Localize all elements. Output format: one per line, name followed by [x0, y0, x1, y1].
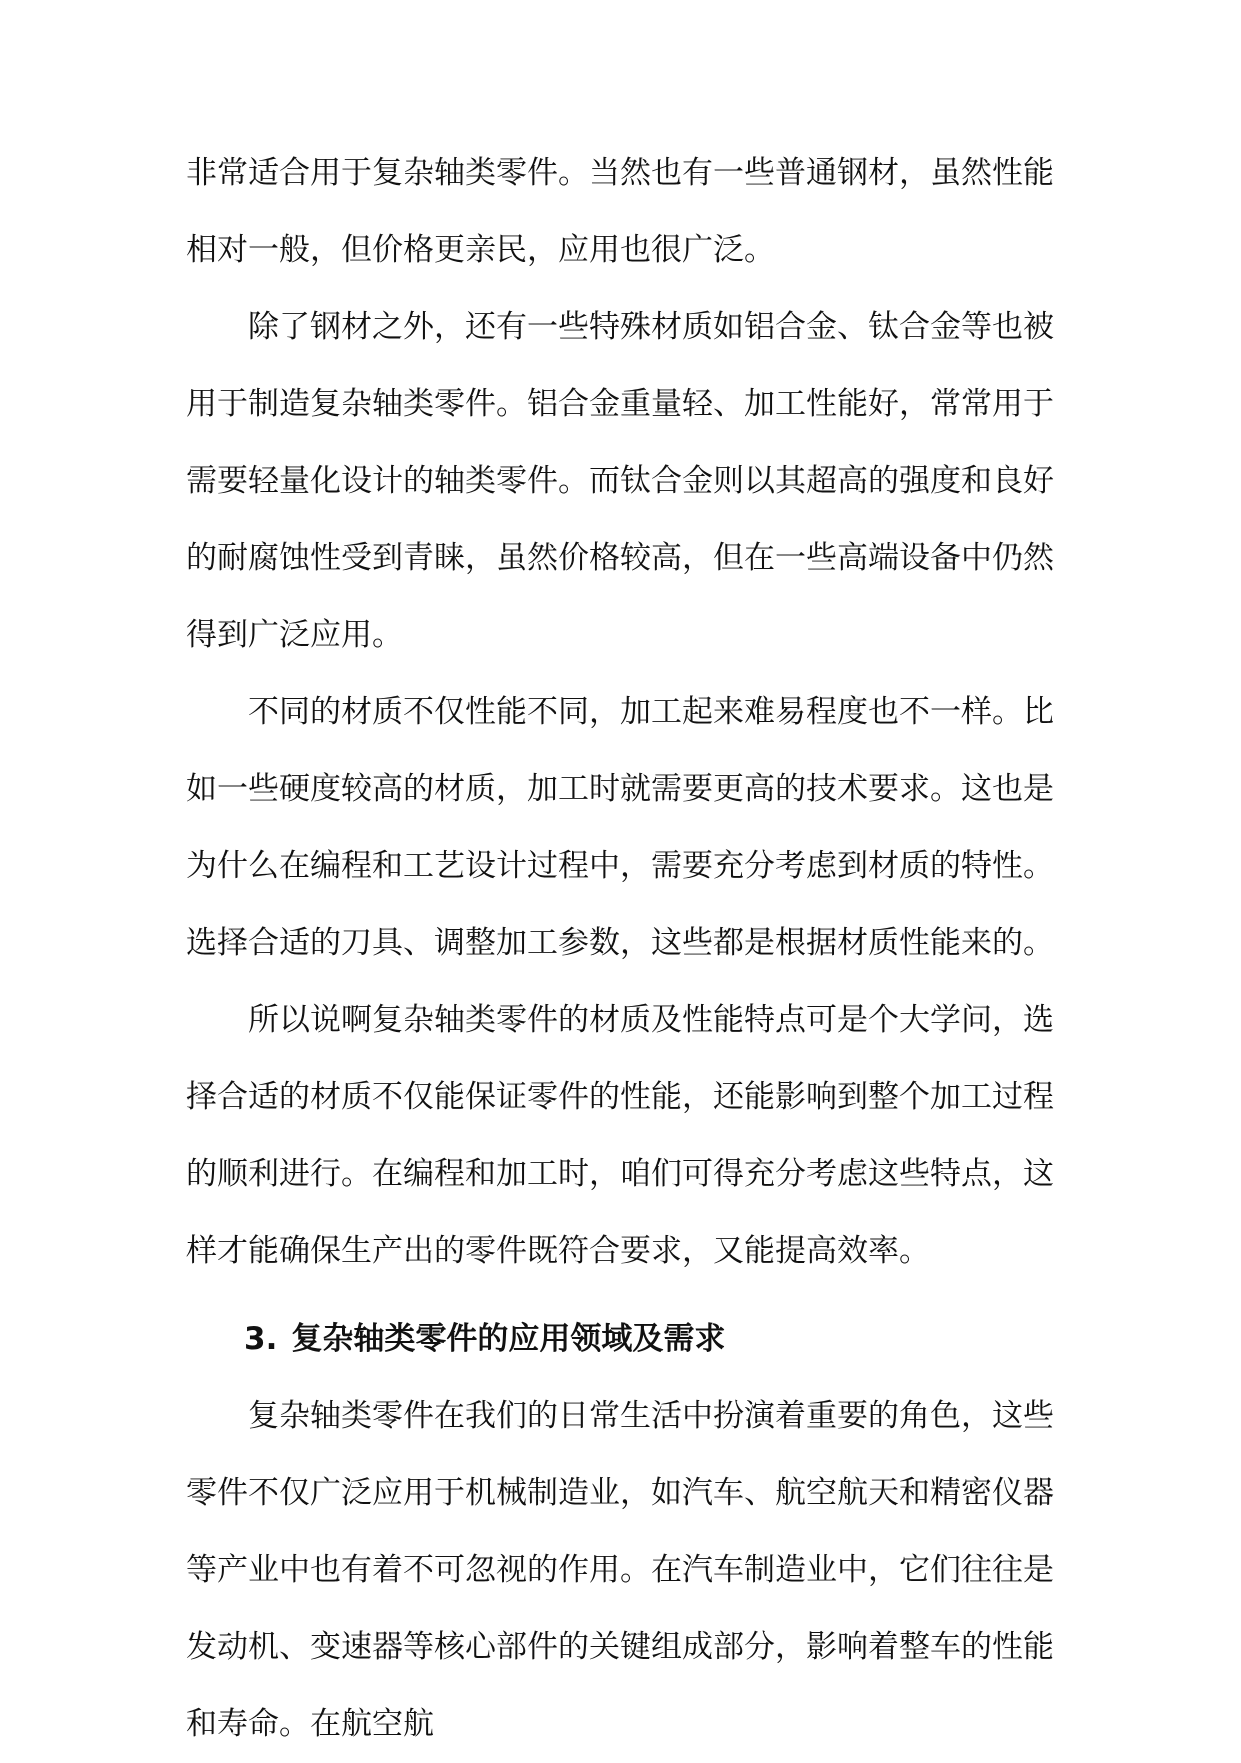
paragraph-machining-difficulty: 不同的材质不仅性能不同，加工起来难易程度也不一样。比如一些硬度较高的材质，加工时就需要更高的技术要求。这也是为什么在编程和工艺设计过程中，需要充分考虑到材质的特性。选择合适的刀具、调整加工参数，这些都是根据材质性能来的。: [186, 694, 1054, 961]
paragraph-material-summary: 所以说啊复杂轴类零件的材质及性能特点可是个大学问，选择合适的材质不仅能保证零件的性能，还能影响到整个加工过程的顺利进行。在编程和加工时，咱们可得充分考虑这些特点，这样才能确保生产出的零件既符合要求，又能提高效率。: [186, 1002, 1054, 1269]
section-number: 3.: [244, 1321, 278, 1357]
paragraph-application-fields: 复杂轴类零件在我们的日常生活中扮演着重要的角色，这些零件不仅广泛应用于机械制造业，如汽车、航空航天和精密仪器等产业中也有着不可忽视的作用。在汽车制造业中，它们往往是发动机、变速器等核心部件的关键组成部分，影响着整车的性能和寿命。在航空航: [186, 1398, 1054, 1742]
document-body: [186, 135, 1054, 1763]
section-heading: [186, 1301, 1054, 1378]
section-title: 复杂轴类零件的应用领域及需求: [291, 1321, 726, 1357]
paragraph-special-materials: 除了钢材之外，还有一些特殊材质如铝合金、钛合金等也被用于制造复杂轴类零件。铝合金重量轻、加工性能好，常常用于需要轻量化设计的轴类零件。而钛合金则以其超高的强度和良好的耐腐蚀性受到青睐，虽然价格较高，但在一些高端设备中仍然得到广泛应用。: [186, 309, 1054, 653]
paragraph-continuation: 非常适合用于复杂轴类零件。当然也有一些普通钢材，虽然性能相对一般，但价格更亲民，应用也很广泛。: [186, 155, 1054, 268]
